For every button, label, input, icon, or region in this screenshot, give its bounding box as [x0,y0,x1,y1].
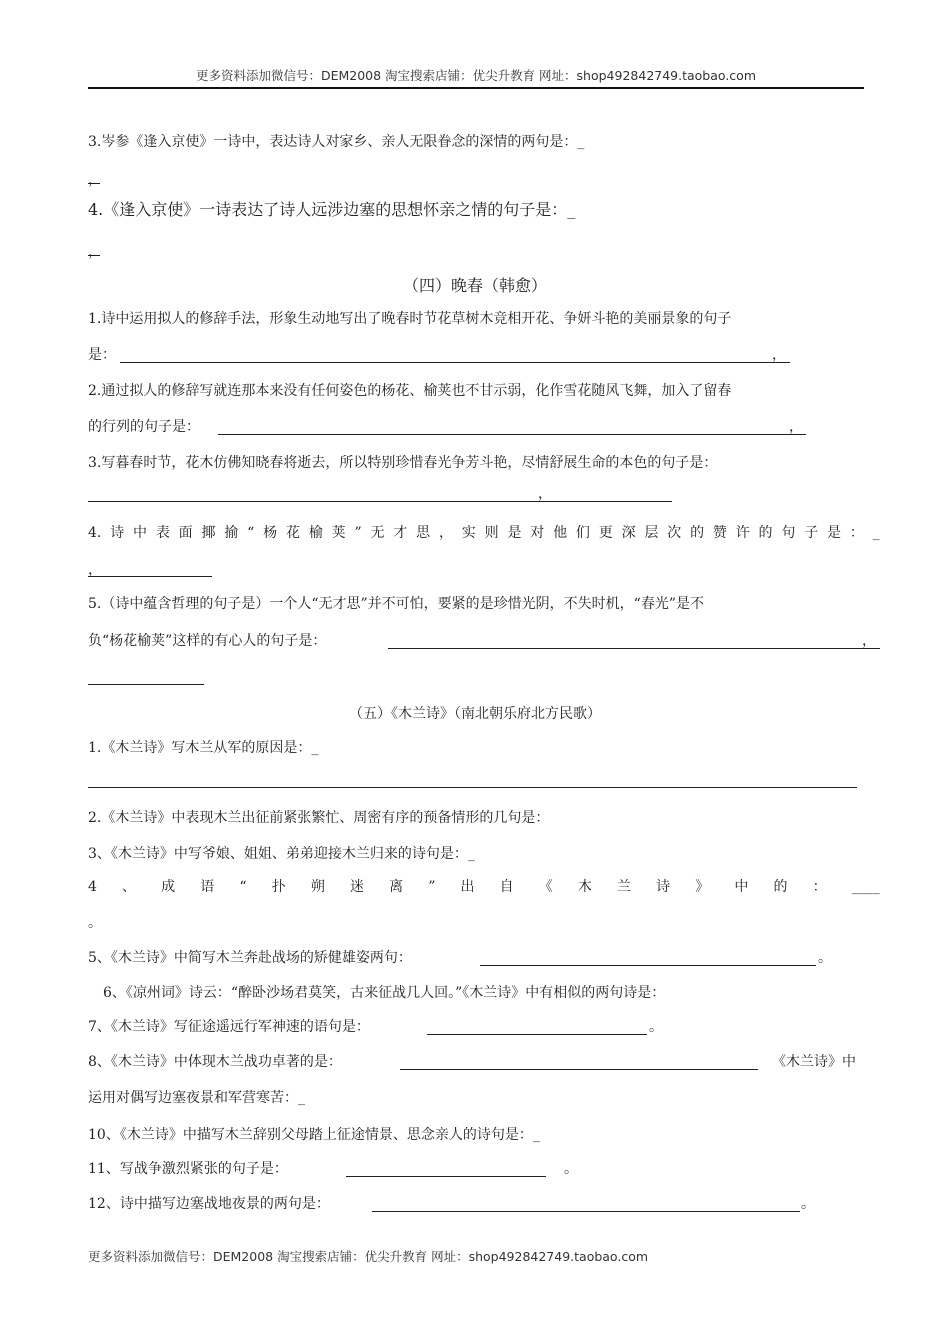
blank-comma: ， [789,419,803,435]
answer-blank [88,787,857,788]
wanchun-q1-line1: 1.诗中运用拟人的修辞手法，形象生动地写出了晚春时节花草树木竞相开花、争妍斗艳的美丽景象的句子 [88,311,732,327]
wanchun-q4-line1: 4. 诗 中 表 面 揶 揄 “ 杨 花 榆 荚 ” 无 才 思 ， 实 则 是 对 他 们 更 深 层 次 的 赞 许 的 句 子 是 ： _ [88,525,880,541]
answer-blank [88,576,212,577]
mulan-q8: 8、《木兰诗》中体现木兰战功卓著的是： [88,1054,342,1070]
question-3-continuation: ， [88,169,102,189]
mulan-q9: 运用对偶写边塞夜景和军营寒苦：_ [88,1090,305,1106]
mulan-q2: 2.《木兰诗》中表现木兰出征前紧张繁忙、周密有序的预备情形的几句是： [88,810,550,826]
mulan-q11-end: 。 [564,1161,578,1177]
wanchun-q5-line2: 负“杨花榆荚”这样的有心人的句子是： [88,633,327,649]
blank-comma: ， [88,562,102,578]
mulan-q8-end: 《木兰诗》中 [772,1054,856,1070]
section-title-mulanshi: （五）《木兰诗》（南北朝乐府北方民歌） [349,706,601,722]
blank-comma: ， [538,486,552,502]
blank-comma: ， [862,633,876,649]
mulan-q5: 5、《木兰诗》中简写木兰奔赴战场的矫健雄姿两句： [88,950,412,966]
question-4: 4.《逢入京使》一诗表达了诗人远涉边塞的思想怀亲之情的句子是：_ [88,200,576,219]
question-3: 3.岑参《逢入京使》一诗中，表达诗人对家乡、亲人无限眷念的深情的两句是：_ [88,134,585,150]
answer-blank [346,1176,546,1177]
answer-blank [88,501,672,502]
wanchun-q3-line1: 3.写暮春时节，花木仿佛知晓春将逝去，所以特别珍惜春光争芳斗艳，尽情舒展生命的本色的句子是： [88,455,718,471]
question-4-continuation: ， [88,241,102,261]
mulan-q6: 6、《凉州词》诗云：“醉卧沙场君莫笑，古来征战几人回。”《木兰诗》中有相似的两句诗是： [103,985,666,1001]
wanchun-q2-line2: 的行列的句子是： [88,419,200,435]
mulan-q12-end: 。 [801,1196,815,1212]
page-footer: 更多资料添加微信号：DEM2008 淘宝搜索店铺：优尖升教育 网址：shop492842749.taobao.com [88,1249,649,1264]
mulan-q3: 3、《木兰诗》中写爷娘、姐姐、弟弟迎接木兰归来的诗句是：_ [88,846,475,862]
answer-blank [400,1069,758,1070]
mulan-q12: 12、诗中描写边塞战地夜景的两句是： [88,1196,330,1212]
mulan-q4-line1: 4 、 成 语 “ 扑 朔 迷 离 ” 出 自 《 木 兰 诗 》 中 的 ： ____ [88,879,880,895]
mulan-q11: 11、写战争激烈紧张的句子是： [88,1161,288,1177]
answer-blank [218,434,806,435]
header-divider [88,87,864,89]
wanchun-q5-line1: 5.（诗中蕴含哲理的句子是）一个人“无才思”并不可怕，要紧的是珍惜光阴，不失时机，“春光”是不 [88,596,704,612]
page-header: 更多资料添加微信号：DEM2008 淘宝搜索店铺：优尖升教育 网址：shop492842749.taobao.com [195,68,757,83]
blank-comma: ， [772,347,786,363]
mulan-q1: 1.《木兰诗》写木兰从军的原因是：_ [88,740,319,756]
mulan-q10: 10、《木兰诗》中描写木兰辞别父母踏上征途情景、思念亲人的诗句是：_ [88,1127,540,1143]
wanchun-q2-line1: 2.通过拟人的修辞写就连那本来没有任何姿色的杨花、榆荚也不甘示弱，化作雪花随风飞舞，加入了留春 [88,383,732,399]
answer-blank [372,1211,800,1212]
answer-blank [480,965,816,966]
section-title-wanchun: （四）晚春（韩愈） [402,276,547,295]
mulan-q7-end: 。 [649,1019,663,1035]
answer-blank [88,684,204,685]
mulan-q4-end: 。 [88,915,102,931]
wanchun-q1-line2: 是： [88,347,116,363]
answer-blank [120,362,790,363]
answer-blank [388,648,880,649]
mulan-q7: 7、《木兰诗》写征途遥远行军神速的语句是： [88,1019,370,1035]
answer-blank [427,1034,647,1035]
mulan-q5-end: 。 [818,950,832,966]
